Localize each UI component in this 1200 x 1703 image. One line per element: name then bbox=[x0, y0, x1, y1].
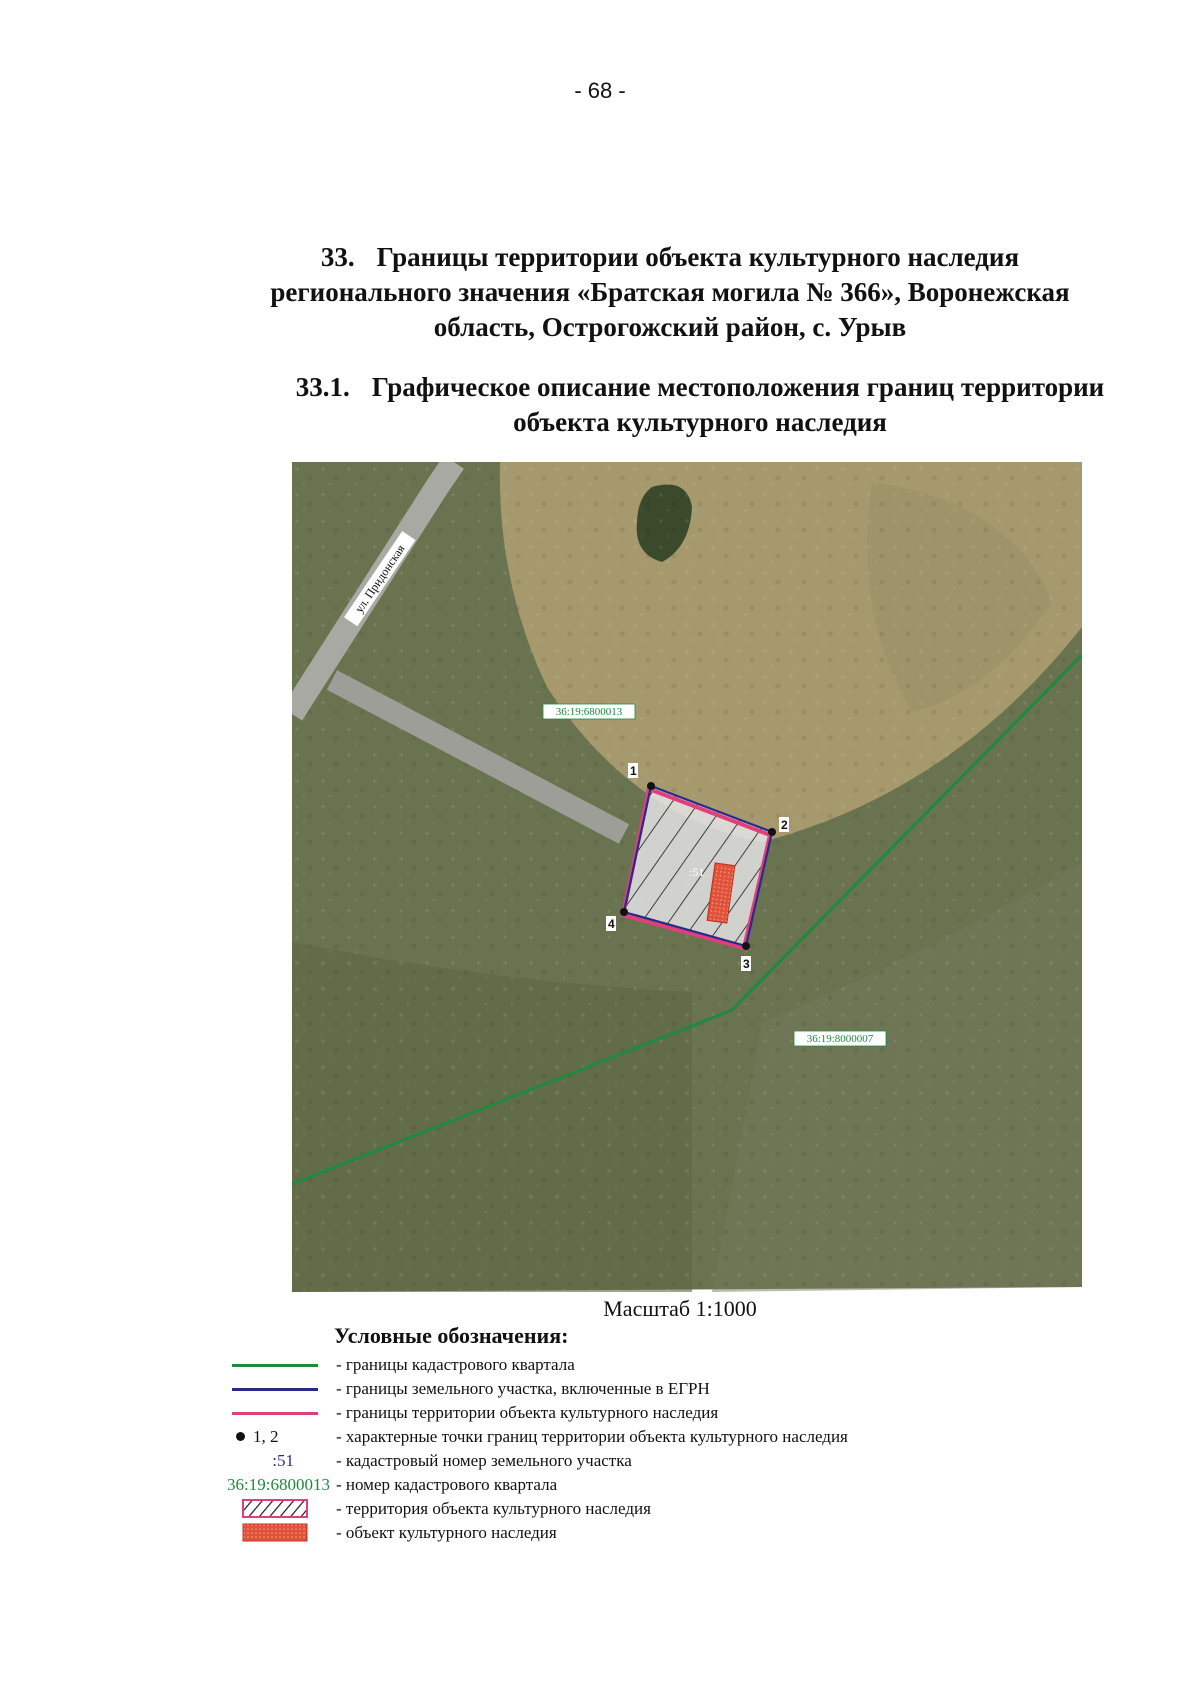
legend-item-object bbox=[196, 1522, 996, 1544]
point-label-3: 3 bbox=[743, 957, 750, 971]
hatch-symbol bbox=[196, 1498, 334, 1520]
legend-text: - границы земельного участка, включенные в ЕГРН bbox=[336, 1379, 710, 1398]
legend-text: - кадастровый номер земельного участка bbox=[336, 1451, 632, 1470]
object-symbol bbox=[196, 1522, 334, 1544]
legend-text: - границы территории объекта культурного наследия bbox=[336, 1403, 719, 1422]
street-label: ул. Придонская bbox=[351, 542, 408, 616]
points-symbol bbox=[196, 1426, 334, 1448]
section-number: 33. bbox=[320, 242, 355, 272]
legend-item-quarter-number bbox=[196, 1474, 996, 1496]
point-label-4: 4 bbox=[608, 917, 615, 931]
legend-text: - характерные точки границ территории объекта культурного наследия bbox=[336, 1427, 848, 1446]
legend-item-quarter-boundary bbox=[196, 1354, 996, 1376]
parcel-number-symbol-text: :51 bbox=[272, 1451, 294, 1470]
legend-text: - объект культурного наследия bbox=[336, 1523, 557, 1542]
point-label-2: 2 bbox=[781, 818, 788, 832]
legend-text: - номер кадастрового квартала bbox=[336, 1475, 558, 1494]
section-heading bbox=[230, 240, 1110, 345]
legend-item-territory bbox=[196, 1498, 996, 1520]
green-line-symbol bbox=[196, 1354, 334, 1376]
blue-line-symbol bbox=[196, 1378, 334, 1400]
parcel-number-label: :51 bbox=[689, 865, 705, 879]
boundary-point-3 bbox=[742, 942, 750, 950]
pink-line-symbol bbox=[196, 1402, 334, 1424]
legend-text: - территория объекта культурного наследия bbox=[336, 1499, 651, 1518]
heading-line-2: регионального значения «Братская могила № 366», Воронежская bbox=[270, 277, 1070, 307]
quarter-number-symbol bbox=[196, 1474, 334, 1496]
subheading-line-2: объекта культурного наследия bbox=[513, 407, 887, 437]
scale-label: Масштаб 1:1000 bbox=[603, 1296, 757, 1321]
boundary-point-2 bbox=[768, 828, 776, 836]
legend-item-parcel-boundary bbox=[196, 1378, 996, 1400]
point-label-1: 1 bbox=[630, 764, 637, 778]
page-number: - 68 - bbox=[574, 78, 626, 103]
map-image bbox=[292, 462, 1082, 1292]
boundary-point-1 bbox=[647, 782, 655, 790]
heading-line-1: Границы территории объекта культурного наследия bbox=[376, 242, 1020, 272]
subsection-number: 33.1. bbox=[295, 372, 350, 402]
subsection-heading bbox=[270, 370, 1130, 440]
points-symbol-text: 1, 2 bbox=[253, 1427, 279, 1446]
legend-text: - границы кадастрового квартала bbox=[336, 1355, 575, 1374]
heading-line-3: область, Острогожский район, с. Урыв bbox=[433, 312, 907, 342]
subheading-line-1: Графическое описание местоположения границ территории bbox=[371, 372, 1105, 402]
legend-item-parcel-number bbox=[196, 1450, 996, 1472]
quarter-label-8000007: 36:19:8000007 bbox=[806, 1033, 874, 1045]
boundary-point-4 bbox=[620, 908, 628, 916]
quarter-label-6800013: 36:19:6800013 bbox=[555, 706, 623, 718]
legend-item-points bbox=[196, 1426, 996, 1448]
quarter-number-symbol-text: 36:19:6800013 bbox=[227, 1475, 330, 1494]
legend-item-territory-boundary bbox=[196, 1402, 996, 1424]
parcel-number-symbol bbox=[196, 1450, 334, 1472]
point-dot-icon bbox=[236, 1432, 245, 1441]
legend-title: Условные обозначения: bbox=[334, 1323, 569, 1348]
